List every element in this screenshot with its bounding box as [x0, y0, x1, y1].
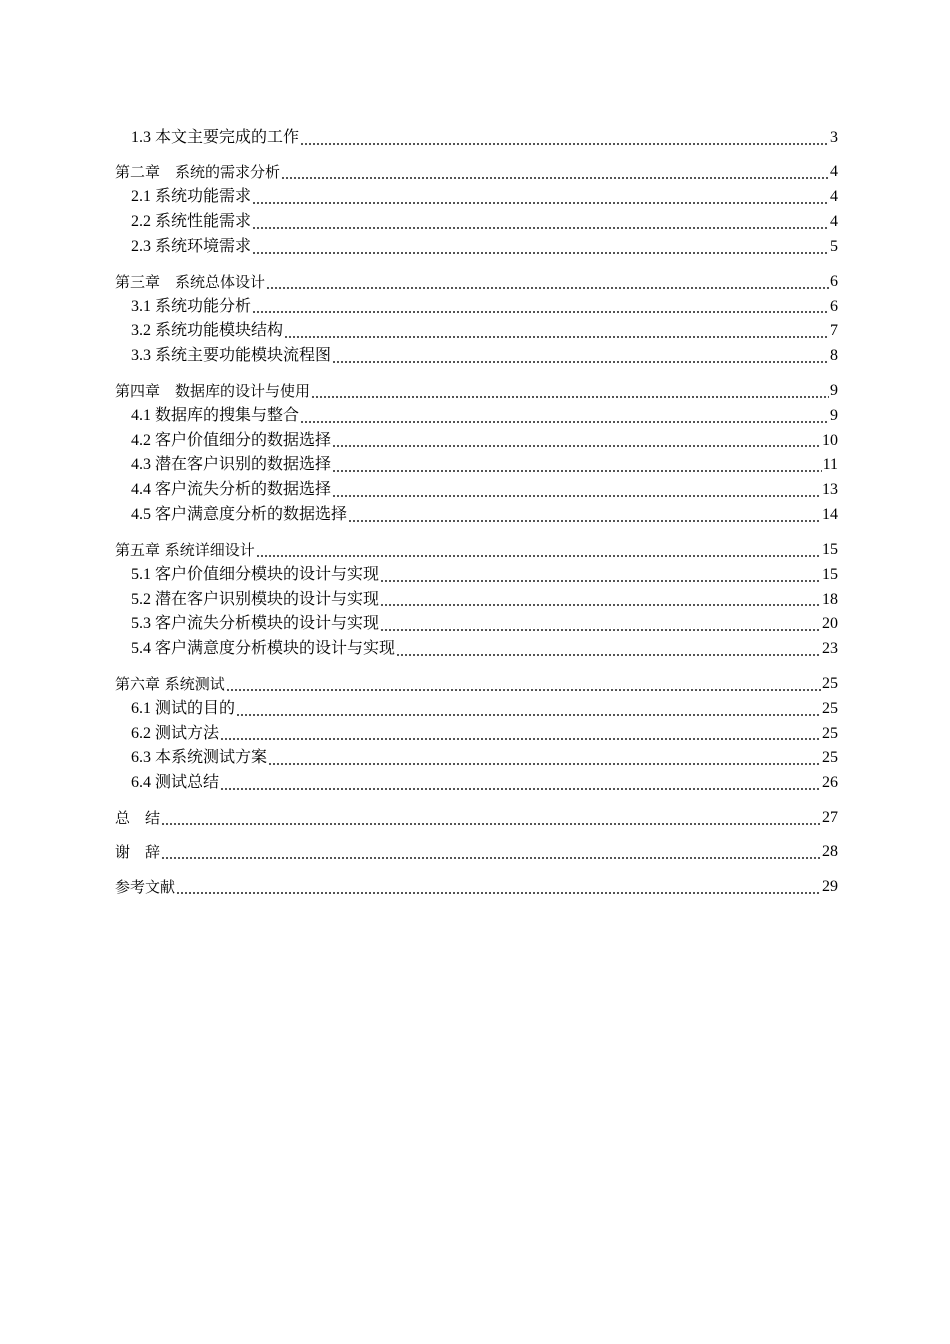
toc-entry-page-number: 18	[822, 590, 838, 608]
toc-entry-title: 3.3 系统主要功能模块流程图	[131, 347, 332, 365]
toc-section-entry[interactable]	[115, 697, 838, 722]
toc-entry-page-number: 5	[830, 238, 838, 256]
toc-entry-page-number: 25	[822, 674, 838, 692]
dot-leader	[220, 787, 821, 791]
dot-leader	[396, 653, 821, 657]
toc-section-entry[interactable]	[115, 478, 838, 503]
dot-leader	[300, 420, 829, 424]
toc-section-entry[interactable]	[115, 503, 838, 528]
toc-section-entry[interactable]	[115, 404, 838, 429]
dot-leader	[252, 310, 829, 314]
toc-section-entry[interactable]	[115, 588, 838, 613]
toc-entry-page-number: 7	[830, 322, 838, 340]
toc-entry-title: 5.2 潜在客户识别模块的设计与实现	[131, 590, 380, 608]
toc-entry-title: 参考文献	[115, 877, 176, 896]
toc-entry-page-number: 13	[822, 481, 838, 499]
toc-entry-page-number: 9	[830, 406, 838, 424]
toc-entry-title: 3.1 系统功能分析	[131, 297, 252, 315]
toc-section-entry[interactable]	[115, 746, 838, 771]
toc-section-entry[interactable]	[115, 771, 838, 796]
dot-leader	[380, 579, 821, 583]
toc-section-entry[interactable]	[115, 344, 838, 369]
toc-chapter-entry[interactable]	[115, 379, 838, 404]
toc-entry-page-number: 4	[830, 188, 838, 206]
toc-section-entry[interactable]	[115, 612, 838, 637]
dot-leader	[332, 469, 822, 473]
dot-leader	[300, 142, 829, 146]
toc-entry-page-number: 27	[822, 808, 838, 826]
toc-section-entry[interactable]	[115, 295, 838, 320]
toc-section-entry[interactable]	[115, 126, 838, 151]
toc-entry-title: 4.1 数据库的搜集与整合	[131, 406, 300, 424]
toc-entry-page-number: 3	[830, 128, 838, 146]
toc-section-entry[interactable]	[115, 210, 838, 235]
toc-entry-title: 2.2 系统性能需求	[131, 213, 252, 231]
toc-section-entry[interactable]	[115, 235, 838, 260]
toc-entry-title: 4.4 客户流失分析的数据选择	[131, 481, 332, 499]
toc-entry-page-number: 28	[822, 843, 838, 861]
toc-chapter-entry[interactable]	[115, 875, 838, 900]
dot-leader	[161, 822, 821, 826]
dot-leader	[311, 395, 829, 399]
toc-entry-title: 第二章 系统的需求分析	[115, 163, 281, 182]
toc-entry-page-number: 25	[822, 749, 838, 767]
toc-entry-title: 6.3 本系统测试方案	[131, 749, 268, 767]
toc-entry-page-number: 29	[822, 877, 838, 895]
toc-entry-page-number: 4	[830, 163, 838, 181]
toc-entry-title: 2.1 系统功能需求	[131, 188, 252, 206]
toc-entry-title: 第三章 系统总体设计	[115, 272, 266, 291]
toc-entry-title: 6.1 测试的目的	[131, 699, 236, 717]
toc-chapter-entry[interactable]	[115, 806, 838, 831]
toc-entry-title: 第六章 系统测试	[115, 674, 225, 693]
toc-section-entry[interactable]	[115, 453, 838, 478]
toc-entry-title: 4.3 潜在客户识别的数据选择	[131, 456, 332, 474]
toc-chapter-entry[interactable]	[115, 160, 838, 185]
dot-leader	[252, 201, 829, 205]
toc-section-entry[interactable]	[115, 319, 838, 344]
toc-entry-title: 第五章 系统详细设计	[115, 540, 255, 559]
toc-entry-page-number: 23	[822, 640, 838, 658]
dot-leader	[348, 519, 821, 523]
toc-chapter-entry[interactable]	[115, 672, 838, 697]
dot-leader	[332, 360, 829, 364]
dot-leader	[380, 628, 821, 632]
toc-entry-page-number: 14	[822, 506, 838, 524]
toc-entry-title: 4.5 客户满意度分析的数据选择	[131, 506, 348, 524]
toc-entry-title: 2.3 系统环境需求	[131, 238, 252, 256]
toc-entry-page-number: 6	[830, 297, 838, 315]
toc-entry-title: 5.4 客户满意度分析模块的设计与实现	[131, 640, 396, 658]
toc-section-entry[interactable]	[115, 563, 838, 588]
toc-entry-page-number: 9	[830, 381, 838, 399]
toc-chapter-entry[interactable]	[115, 270, 838, 295]
dot-leader	[236, 713, 821, 717]
toc-entry-page-number: 25	[822, 699, 838, 717]
toc-section-entry[interactable]	[115, 722, 838, 747]
toc-entry-page-number: 4	[830, 213, 838, 231]
dot-leader	[226, 688, 821, 692]
toc-entry-page-number: 26	[822, 774, 838, 792]
toc-section-entry[interactable]	[115, 185, 838, 210]
toc-entry-page-number: 25	[822, 724, 838, 742]
toc-entry-title: 6.4 测试总结	[131, 774, 220, 792]
dot-leader	[176, 891, 821, 895]
dot-leader	[252, 251, 829, 255]
toc-entry-page-number: 15	[822, 540, 838, 558]
toc-entry-title: 4.2 客户价值细分的数据选择	[131, 431, 332, 449]
dot-leader	[281, 176, 829, 180]
toc-entry-page-number: 8	[830, 347, 838, 365]
toc-entry-page-number: 10	[822, 431, 838, 449]
toc-entry-title: 5.3 客户流失分析模块的设计与实现	[131, 615, 380, 633]
toc-entry-title: 谢 辞	[115, 843, 161, 862]
toc-section-entry[interactable]	[115, 637, 838, 662]
toc-entry-title: 6.2 测试方法	[131, 724, 220, 742]
toc-entry-title: 3.2 系统功能模块结构	[131, 322, 284, 340]
dot-leader	[332, 444, 821, 448]
toc-entry-title: 1.3 本文主要完成的工作	[131, 128, 300, 146]
toc-entry-title: 总 结	[115, 808, 161, 827]
dot-leader	[268, 762, 821, 766]
toc-section-entry[interactable]	[115, 429, 838, 454]
dot-leader	[380, 603, 821, 607]
toc-entry-title: 5.1 客户价值细分模块的设计与实现	[131, 565, 380, 583]
toc-chapter-entry[interactable]	[115, 840, 838, 865]
dot-leader	[256, 554, 821, 558]
dot-leader	[284, 335, 829, 339]
dot-leader	[161, 856, 821, 860]
toc-entry-page-number: 6	[830, 272, 838, 290]
toc-chapter-entry[interactable]	[115, 538, 838, 563]
table-of-contents	[115, 126, 838, 900]
toc-entry-title: 第四章 数据库的设计与使用	[115, 381, 311, 400]
dot-leader	[252, 226, 829, 230]
toc-entry-page-number: 11	[822, 456, 838, 474]
dot-leader	[332, 494, 821, 498]
dot-leader	[266, 286, 829, 290]
toc-entry-page-number: 15	[822, 565, 838, 583]
dot-leader	[220, 737, 821, 741]
toc-entry-page-number: 20	[822, 615, 838, 633]
